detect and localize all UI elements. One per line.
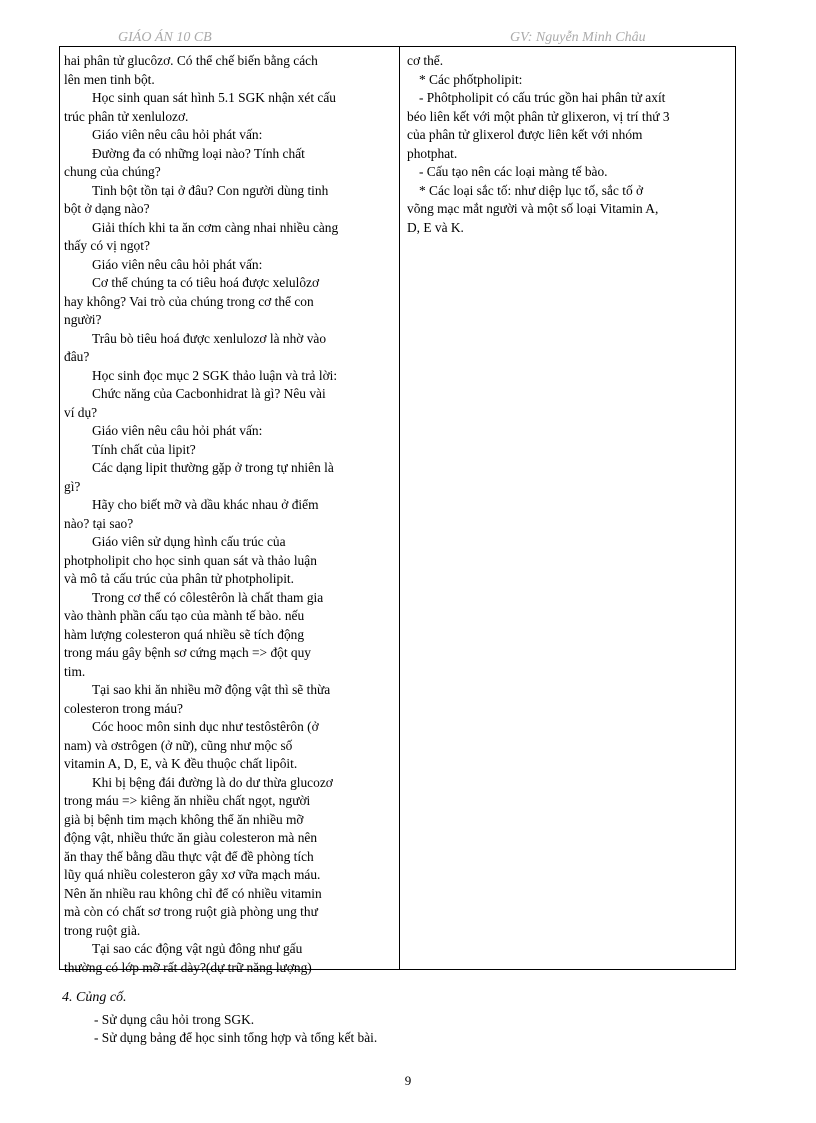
- text-line: béo liên kết với một phân tử glixeron, vị trí thứ 3: [407, 108, 670, 124]
- text-line: và mô tả cấu trúc của phân tử photpholipit.: [64, 571, 295, 586]
- text-line: hàm lượng colesteron quá nhiều sẽ tích động: [64, 626, 305, 642]
- content-column: [407, 52, 729, 237]
- text-line: Tính chất của lipit?: [92, 441, 196, 457]
- text-line: hay không? Vai trò của chúng trong cơ thể con: [64, 293, 314, 309]
- text-line: động vật, nhiều thức ăn giàu colesteron mà nên: [64, 830, 318, 845]
- text-line: hai phân tử glucôzơ. Có thể chế biến bằng cách: [64, 53, 318, 68]
- text-line: thấy có vị ngọt?: [64, 238, 150, 253]
- page-number: 9: [404, 1073, 412, 1088]
- summary-bullet: - Sử dụng bảng để học sinh tổng hợp và tổng kết bài.: [94, 1030, 378, 1045]
- text-line: Tại sao khi ăn nhiều mỡ động vật thì sẽ thừa: [92, 682, 331, 697]
- text-line: Nên ăn nhiều rau không chỉ để có nhiều vitamin: [64, 885, 322, 901]
- text-line: người?: [64, 312, 102, 327]
- text-line: trong máu => kiêng ăn nhiều chất ngọt, người: [64, 793, 311, 808]
- text-line: Tại sao các động vật ngủ đông như gấu: [92, 941, 303, 956]
- text-line: cơ thể.: [407, 53, 444, 68]
- text-line: Hãy cho biết mỡ và dầu khác nhau ở điểm: [92, 497, 319, 512]
- teacher-activity-column: [64, 52, 390, 977]
- text-line: ăn thay thế bằng dầu thực vật để đề phòng tích: [64, 848, 314, 864]
- text-line: * Các loại sắc tố: như diệp lục tố, sắc tố ở: [419, 182, 644, 198]
- text-line: gì?: [64, 478, 81, 494]
- text-line: trong máu gây bệnh sơ cứng mạch => đột quy: [64, 645, 311, 660]
- text-line: Khi bị bệng đái đường là do dư thừa glucozơ: [92, 774, 333, 790]
- summary-bullet: - Sử dụng câu hỏi trong SGK.: [94, 1012, 255, 1027]
- text-line: tim.: [64, 663, 86, 679]
- text-line: * Các phốtpholipit:: [419, 71, 523, 87]
- text-line: võng mạc mắt người và một số loại Vitamin A,: [407, 201, 659, 216]
- section-title: 4. Củng cố.: [62, 990, 127, 1005]
- text-line: lũy quá nhiều colesteron gây xơ vữa mạch máu.: [64, 867, 321, 882]
- text-line: Học sinh quan sát hình 5.1 SGK nhận xét cấu: [92, 90, 336, 105]
- text-line: Trâu bò tiêu hoá được xenlulozơ là nhờ vào: [92, 330, 327, 346]
- text-line: D, E và K.: [407, 219, 464, 235]
- summary-bullet-list: [94, 1011, 377, 1047]
- text-line: đâu?: [64, 349, 90, 364]
- text-line: Giáo viên nêu câu hỏi phát vấn:: [92, 256, 263, 272]
- text-line: nào? tại sao?: [64, 515, 134, 531]
- text-line: của phân tử glixerol được liên kết với nhóm: [407, 127, 643, 142]
- text-line: ví dụ?: [64, 404, 98, 420]
- header-teacher-name: GV: Nguyễn Minh Châu: [510, 30, 646, 45]
- text-line: trong ruột già.: [64, 922, 141, 938]
- text-line: Học sinh đọc mục 2 SGK thảo luận và trả lời:: [92, 367, 338, 383]
- text-line: Cóc hooc môn sinh dục như testôstêrôn (ở: [92, 719, 319, 734]
- text-line: Giáo viên sử dụng hình cấu trúc của: [92, 534, 286, 549]
- lesson-table: [59, 46, 736, 975]
- text-line: chung của chúng?: [64, 164, 161, 179]
- text-line: vitamin A, D, E, và K đều thuộc chất lipôit.: [64, 756, 298, 771]
- text-line: thường có lớp mỡ rất dày?(dự trữ năng lượng): [64, 959, 312, 975]
- text-line: Trong cơ thể có côlestêrôn là chất tham gia: [92, 589, 324, 605]
- text-line: lên men tinh bột.: [64, 71, 155, 87]
- text-line: photpholipit cho học sinh quan sát và thảo luận: [64, 552, 317, 568]
- text-line: Chức năng của Cacbonhidrat là gì? Nêu vài: [92, 386, 326, 401]
- text-line: Tinh bột tồn tại ở đâu? Con người dùng tinh: [92, 182, 329, 198]
- text-line: nam) và ơstrôgen (ở nữ), cũng như mộc số: [64, 737, 293, 753]
- text-line: trúc phân tử xenlulozơ.: [64, 108, 189, 124]
- text-line: - Phôtpholipit có cấu trúc gồn hai phân tử axít: [419, 90, 666, 105]
- text-line: Các dạng lipit thường gặp ở trong tự nhiên là: [92, 460, 334, 475]
- text-line: colesteron trong máu?: [64, 700, 183, 716]
- text-line: Giáo viên nêu câu hỏi phát vấn:: [92, 423, 263, 438]
- text-line: bột ở dạng nào?: [64, 201, 150, 216]
- text-line: vào thành phần cấu tạo của mành tế bào. nếu: [64, 608, 305, 623]
- text-line: Cơ thể chúng ta có tiêu hoá được xelulôzơ: [92, 275, 320, 290]
- column-divider: [399, 47, 400, 969]
- text-line: già bị bệnh tim mạch không thể ăn nhiều mỡ: [64, 811, 304, 827]
- header-course-title: GIÁO ÁN 10 CB: [118, 30, 212, 45]
- text-line: Đường đa có những loại nào? Tính chất: [92, 145, 305, 161]
- text-line: - Cấu tạo nên các loại màng tế bào.: [419, 164, 608, 179]
- text-line: Giải thích khi ta ăn cơm càng nhai nhiều càng: [92, 219, 339, 235]
- text-line: mà còn có chất sơ trong ruột già phòng ung thư: [64, 904, 318, 919]
- text-line: Giáo viên nêu câu hỏi phát vấn:: [92, 127, 263, 142]
- text-line: photphat.: [407, 145, 458, 161]
